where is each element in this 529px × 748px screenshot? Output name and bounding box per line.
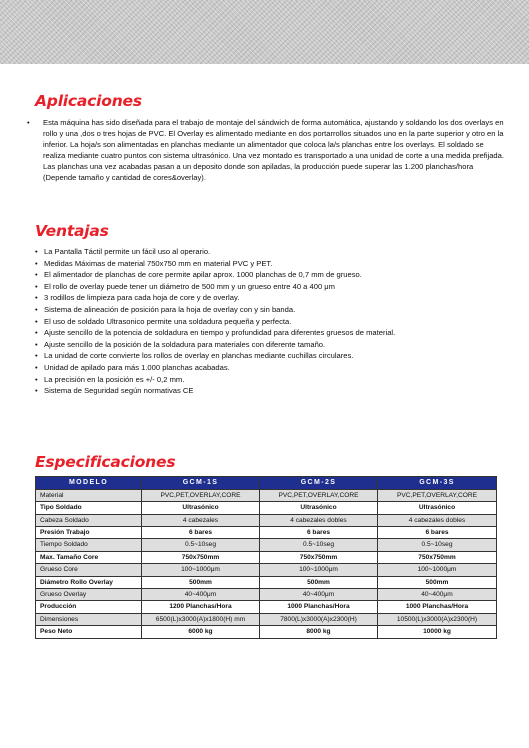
cell: Ultrasónico: [260, 502, 378, 514]
table-row: [36, 626, 497, 638]
cell: Ultrasónico: [142, 502, 260, 514]
cell: 10000 kg: [378, 626, 497, 638]
row-label: Peso Neto: [36, 626, 142, 638]
cell: 500mm: [378, 576, 497, 588]
cell: 0.5~10seg: [260, 539, 378, 551]
bullet: •: [27, 118, 30, 127]
list-item: • El uso de soldado Ultrasonico permite una soldadura pequeña y perfecta.: [35, 316, 505, 328]
list-item: • El rollo de overlay puede tener un diámetro de 500 mm y un grueso entre 40 a 400 μm: [35, 281, 505, 293]
cell: 6 bares: [378, 527, 497, 539]
cell: 100~1000μm: [142, 564, 260, 576]
list-item: • La precisión en la posición es +/- 0,2 mm.: [35, 374, 505, 386]
cell: 1200 Planchas/Hora: [142, 601, 260, 613]
aplicaciones-paragraph: [27, 117, 505, 183]
cell: Ultrasónico: [378, 502, 497, 514]
cell: 500mm: [260, 576, 378, 588]
list-item: • Ajuste sencillo de la posición de la soldadura para materiales con diferente tamaño.: [35, 339, 505, 351]
cell: 6 bares: [260, 527, 378, 539]
header-cell-gcm-3s: GCM-3S: [378, 477, 497, 490]
cell: PVC,PET,OVERLAY,CORE: [260, 489, 378, 501]
cell: 6 bares: [142, 527, 260, 539]
cell: 750x750mm: [142, 551, 260, 563]
list-item: • El alimentador de planchas de core permite apilar aprox. 1000 planchas de 0,7 mm de grueso.: [35, 269, 505, 281]
cell: 8000 kg: [260, 626, 378, 638]
table-row: [36, 527, 497, 539]
cell: 100~1000μm: [260, 564, 378, 576]
table-row: [36, 489, 497, 501]
list-item: • La Pantalla Táctil permite un fácil uso al operario.: [35, 246, 505, 258]
cell: 4 cabezales dobles: [378, 514, 497, 526]
especificaciones-heading: Especificaciones: [35, 453, 176, 471]
header-texture-band: [0, 0, 529, 64]
cell: 10500(L)x3000(A)x2300(H): [378, 613, 497, 625]
cell: 4 cabezales dobles: [260, 514, 378, 526]
cell: 500mm: [142, 576, 260, 588]
ventajas-list: [35, 246, 505, 397]
aplicaciones-text: Esta máquina has sido diseñada para el trabajo de montaje del sándwich de forma automática, ajustando y soldando los dos overlays en rollo y una ,dos o tres hojas de PVC. El Overlay es alimentado mediante en dos portarrollos situados uno en la parte superior y otro en la inferior. La hoja/s son alimentadas en planchas mediante un alimentador que coloca la/s planchas entre los overlays. El soldado se realiza mediante cuatro puntos con sistema ultrasónico. Una vez montado es transportado a una unidad de corte a una medida prefijada. Las planchas una vez acabadas pasan a un deposito donde son apiladas, la producción puede superar las 1.200 planchas/hora (Depende tamaño y cantidad de cores&overlay).: [43, 118, 504, 183]
row-label: Presión Trabajo: [36, 527, 142, 539]
cell: PVC,PET,OVERLAY,CORE: [142, 489, 260, 501]
cell: 40~400μm: [260, 589, 378, 601]
table-header-row: [36, 477, 497, 490]
list-item: • Medidas Máximas de material 750x750 mm en material PVC y PET.: [35, 258, 505, 270]
row-label: Producción: [36, 601, 142, 613]
header-cell-gcm-1s: GCM-1S: [142, 477, 260, 490]
cell: 750x750mm: [378, 551, 497, 563]
specifications-table: [35, 476, 497, 639]
header-cell-modelo: MODELO: [36, 477, 142, 490]
cell: 40~400μm: [378, 589, 497, 601]
row-label: Dimensiones: [36, 613, 142, 625]
table-row: [36, 514, 497, 526]
table-row: [36, 576, 497, 588]
row-label: Tipo Soldado: [36, 502, 142, 514]
aplicaciones-heading: Aplicaciones: [35, 92, 142, 110]
list-item: • 3 rodillos de limpieza para cada hoja de core y de overlay.: [35, 292, 505, 304]
row-label: Tiempo Soldado: [36, 539, 142, 551]
cell: 7800(L)x3000(A)x2300(H): [260, 613, 378, 625]
ventajas-heading: Ventajas: [35, 222, 109, 240]
row-label: Max. Tamaño Core: [36, 551, 142, 563]
cell: 6000 kg: [142, 626, 260, 638]
cell: 40~400μm: [142, 589, 260, 601]
table-row: [36, 551, 497, 563]
cell: 1000 Planchas/Hora: [378, 601, 497, 613]
row-label: Grueso Overlay: [36, 589, 142, 601]
row-label: Material: [36, 489, 142, 501]
table-row: [36, 502, 497, 514]
table-row: [36, 564, 497, 576]
list-item: • Ajuste sencillo de la potencia de soldadura en tiempo y profundidad para diferentes gruesos de material.: [35, 327, 505, 339]
list-item: • Sistema de Seguridad según normativas CE: [35, 385, 505, 397]
row-label: Cabeza Soldado: [36, 514, 142, 526]
list-item: • La unidad de corte convierte los rollos de overlay en planchas mediante cuchillas circulares.: [35, 350, 505, 362]
table-row: [36, 601, 497, 613]
cell: 0.5~10seg: [142, 539, 260, 551]
cell: 100~1000μm: [378, 564, 497, 576]
list-item: • Sistema de alineación de posición para la hoja de overlay con y sin banda.: [35, 304, 505, 316]
row-label: Diámetro Rollo Overlay: [36, 576, 142, 588]
cell: 750x750mm: [260, 551, 378, 563]
cell: 1000 Planchas/Hora: [260, 601, 378, 613]
row-label: Grueso Core: [36, 564, 142, 576]
table-row: [36, 539, 497, 551]
table-row: [36, 589, 497, 601]
table-row: [36, 613, 497, 625]
header-cell-gcm-2s: GCM-2S: [260, 477, 378, 490]
list-item: • Unidad de apilado para más 1.000 planchas acabadas.: [35, 362, 505, 374]
cell: 4 cabezales: [142, 514, 260, 526]
cell: PVC,PET,OVERLAY,CORE: [378, 489, 497, 501]
cell: 0.5~10seg: [378, 539, 497, 551]
cell: 6500(L)x3000(A)x1800(H) mm: [142, 613, 260, 625]
